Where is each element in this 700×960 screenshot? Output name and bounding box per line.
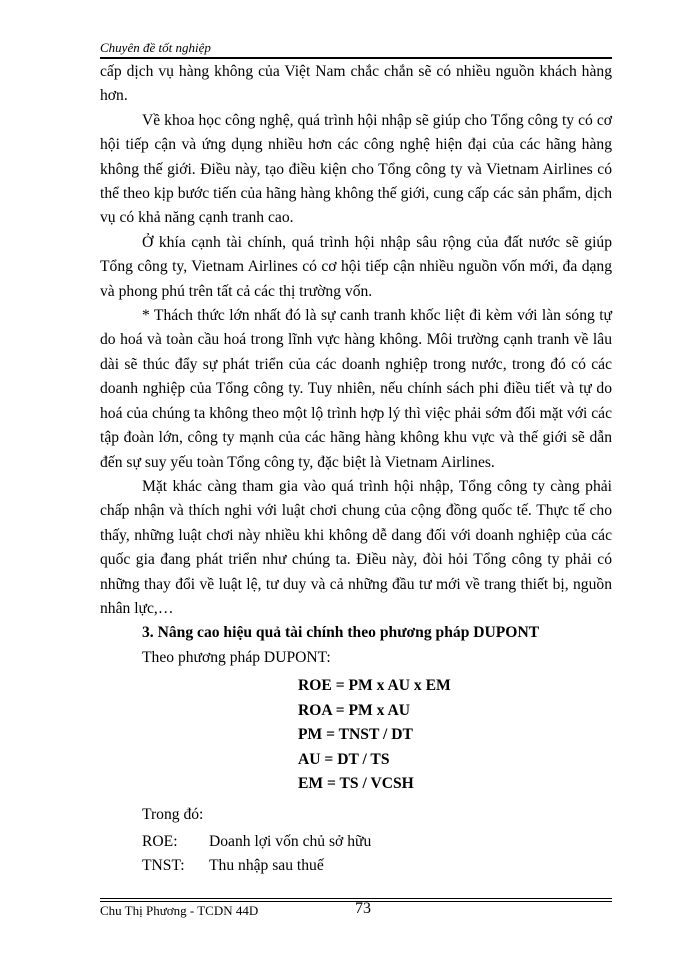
page-body	[100, 60, 612, 879]
formula: AU = DT / TS	[298, 750, 390, 768]
formula: ROE = PM x AU x EM	[298, 677, 451, 695]
footer-author: Chu Thị Phương - TCDN 44D	[100, 903, 259, 918]
definition-row	[100, 830, 612, 854]
paragraph: * Thách thức lớn nhất đó là sự canh tranh khốc liệt đi kèm với làn sóng tự do hoá và toàn cầu hoá trong lĩnh vực hàng không. Môi trường cạnh tranh về lâu dài sẽ thúc đẩy sự phát triển của các doanh nghiệp trong nước, trong đó có các doanh nghiệp của Tổng công ty. Tuy nhiên, nếu chính sách phi điều tiết và tự do hoá của chúng ta không theo một lộ trình hợp lý thì việc phải sớm đối mặt với các tập đoàn lớn, công ty mạnh của các hãng hàng không khu vực và thế giới sẽ dẫn đến sự suy yếu toàn Tổng công ty, đặc biệt là Vietnam Airlines.	[100, 307, 612, 471]
where-label: Trong đó:	[142, 805, 204, 823]
definition-meaning: Thu nhập sau thuế	[209, 857, 324, 875]
definition-row	[100, 854, 612, 878]
section-heading: 3. Nâng cao hiệu quả tài chính theo phương pháp DUPONT	[142, 624, 540, 642]
paragraph: cấp dịch vụ hàng không của Việt Nam chắc chắn sẽ có nhiều nguồn khách hàng hơn.	[100, 63, 612, 105]
definition-term: TNST:	[142, 857, 185, 875]
method-intro: Theo phương pháp DUPONT:	[142, 648, 331, 666]
paragraph: Về khoa học công nghệ, quá trình hội nhập sẽ giúp cho Tổng công ty có cơ hội tiếp cận và ứng dụng nhiều hơn các công nghệ hiện đại của các hãng hàng không thế giới. Điều này, tạo điều kiện cho Tổng công ty và Vietnam Airlines có thể theo kịp bước tiến của hãng hàng không thế giới, cung cấp các sản phẩm, dịch vụ có khả năng cạnh tranh cao.	[100, 111, 612, 227]
formula: EM = TS / VCSH	[298, 775, 414, 793]
paragraph: Mặt khác càng tham gia vào quá trình hội nhập, Tổng công ty càng phải chấp nhận và thích nghi với luật chơi chung của cộng đồng quốc tế. Thực tế cho thấy, những luật chơi này nhiều khi không dễ dang đối với doanh nghiệp của các quốc gia đang phát triển như chúng ta. Điều này, đòi hỏi Tổng công ty phải có những thay đổi về luật lệ, tư duy và cả những đầu tư mới về trang thiết bị, nguồn nhân lực,…	[100, 477, 612, 617]
formula: PM = TNST / DT	[298, 726, 413, 744]
formula: ROA = PM x AU	[298, 701, 410, 719]
definition-list	[100, 830, 612, 879]
header-rule	[100, 57, 612, 59]
definition-term: ROE:	[142, 833, 178, 851]
definition-meaning: Doanh lợi vốn chủ sở hữu	[209, 833, 372, 851]
paragraph: Ở khía cạnh tài chính, quá trình hội nhập sâu rộng của đất nước sẽ giúp Tổng công ty, Vietnam Airlines có cơ hội tiếp cận nhiều nguồn vốn mới, đa dạng và phong phú trên tất cả các thị trường vốn.	[100, 233, 612, 300]
page-number: 73	[355, 900, 371, 917]
running-header: Chuyên đề tốt nghiệp	[100, 40, 211, 55]
formula-list	[100, 674, 612, 797]
